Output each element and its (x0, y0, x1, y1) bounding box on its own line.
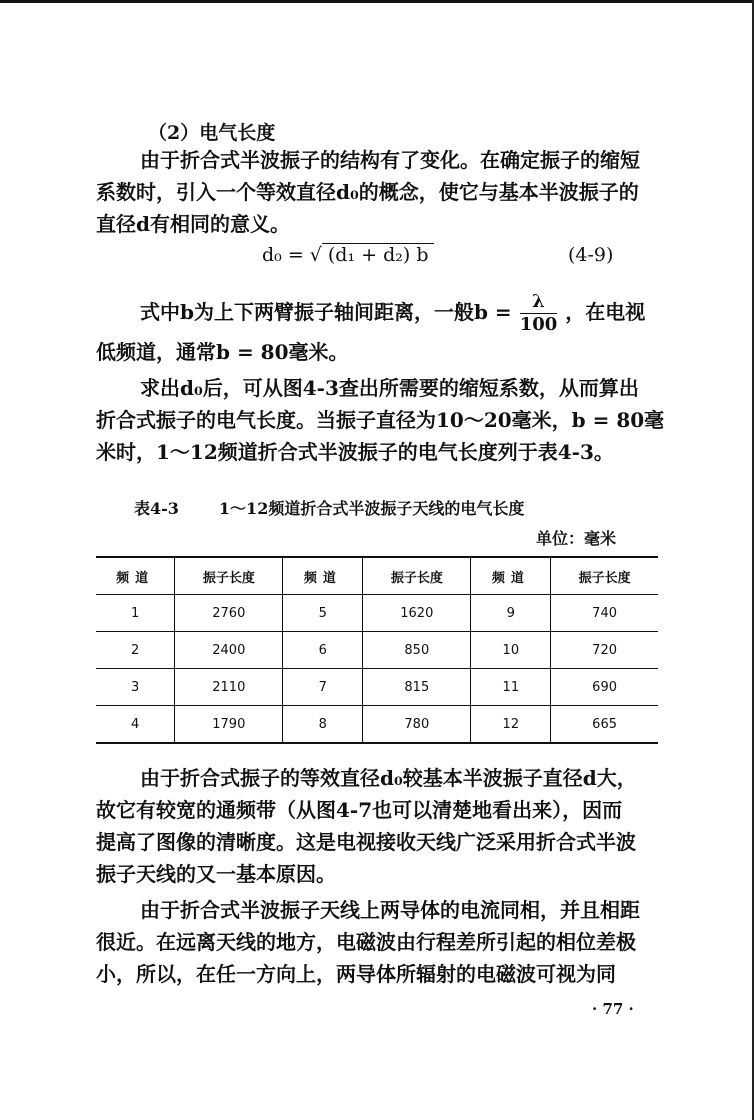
text-line: 由于折合式半波振子天线上两导体的电流同相，并且相距 (140, 898, 640, 922)
cell-channel: 4 (130, 716, 140, 732)
top-border (0, 0, 754, 3)
table-header-row (96, 557, 658, 595)
header-length: 振子长度 (175, 557, 283, 595)
text-line: 很近。在远离天线的地方，电磁波由行程差所引起的相位差极 (96, 930, 636, 954)
cell-channel: 5 (283, 595, 363, 632)
header-channel: 频道 (116, 570, 155, 586)
cell-channel: 6 (283, 632, 363, 669)
text-line: 提高了图像的清晰度。这是电视接收天线广泛采用折合式半波 (96, 830, 636, 854)
table-caption (134, 496, 524, 519)
cell-length: 1790 (175, 706, 283, 744)
cell-length: 690 (551, 669, 658, 706)
cell-length: 740 (551, 595, 658, 632)
text-segment: ，在电视 (565, 300, 646, 324)
paragraph-2 (96, 290, 662, 368)
formula-lhs: d₀ = √ (262, 244, 322, 266)
text-line (96, 290, 662, 336)
cell-channel: 8 (283, 706, 363, 744)
table-row (96, 632, 658, 669)
cell-length: 815 (363, 669, 471, 706)
cell-length: 2110 (175, 669, 283, 706)
header-channel: 频道 (283, 557, 363, 595)
paragraph-1 (96, 144, 662, 240)
cell-channel: 2 (130, 642, 140, 658)
table-label: 表4-3 (134, 499, 179, 518)
paragraph-3 (96, 372, 665, 468)
cell-channel: 3 (130, 679, 140, 695)
formula-radicand: (d₁ + d₂) b (322, 243, 435, 266)
text-segment: 式中b为上下两臂振子轴间距离，一般b = (140, 300, 512, 324)
cell-channel: 11 (471, 669, 551, 706)
formula-number: (4-9) (568, 244, 614, 266)
header-channel: 频道 (471, 557, 551, 595)
cell-length: 780 (363, 706, 471, 744)
cell-length: 2400 (175, 632, 283, 669)
header-length: 振子长度 (363, 557, 471, 595)
cell-channel: 10 (471, 632, 551, 669)
cell-length: 720 (551, 632, 658, 669)
table-row (96, 669, 658, 706)
text-line: 小，所以，在任一方向上，两导体所辐射的电磁波可视为同 (96, 962, 616, 986)
table-title: 1～12频道折合式半波振子天线的电气长度 (218, 499, 525, 518)
text-line: 米时，1～12频道折合式半波振子的电气长度列于表4-3。 (96, 440, 614, 464)
fraction-denominator: 100 (519, 314, 558, 335)
formula-4-9 (262, 244, 434, 266)
cell-length: 1620 (363, 595, 471, 632)
text-line: 直径d有相同的意义。 (96, 212, 290, 236)
section-heading: （2）电气长度 (148, 122, 276, 144)
cell-channel: 1 (130, 605, 140, 621)
cell-length: 665 (551, 706, 658, 744)
cell-channel: 7 (283, 669, 363, 706)
text-line: 系数时，引入一个等效直径d₀的概念，使它与基本半波振子的 (96, 180, 639, 204)
header-length: 振子长度 (551, 557, 658, 595)
table-row (96, 595, 658, 632)
electrical-length-table (96, 556, 658, 744)
fraction-numerator: λ (520, 291, 558, 314)
fraction-lambda-100 (520, 291, 558, 336)
page-number: · 77 · (592, 1000, 634, 1018)
text-line: 由于折合式振子的等效直径d₀较基本半波振子直径d大， (140, 766, 637, 790)
text-line: 故它有较宽的通频带（从图4-7也可以清楚地看出来），因而 (96, 798, 623, 822)
text-line: 低频道，通常b = 80毫米。 (96, 340, 349, 364)
text-line: 由于折合式半波振子的结构有了变化。在确定振子的缩短 (140, 148, 640, 172)
text-line: 振子天线的又一基本原因。 (96, 862, 336, 886)
table-unit: 单位：毫米 (536, 529, 617, 548)
cell-channel: 9 (471, 595, 551, 632)
table-row (96, 706, 658, 744)
paragraph-4 (96, 762, 662, 890)
cell-length: 850 (363, 632, 471, 669)
cell-length: 2760 (175, 595, 283, 632)
paragraph-5 (96, 894, 662, 990)
text-line: 求出d₀后，可从图4-3查出所需要的缩短系数，从而算出 (140, 376, 639, 400)
text-line: 折合式振子的电气长度。当振子直径为10～20毫米，b = 80毫 (96, 408, 665, 432)
cell-channel: 12 (471, 706, 551, 744)
